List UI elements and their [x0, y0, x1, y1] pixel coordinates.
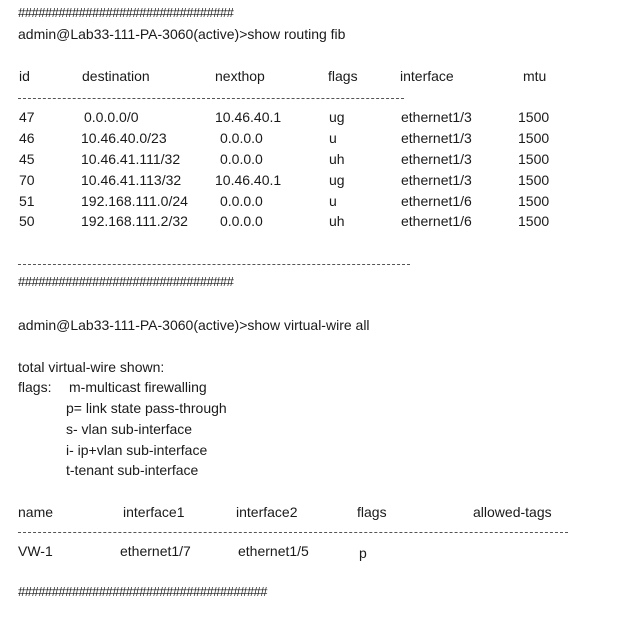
fib-cell-interface: ethernet1/6: [401, 193, 472, 209]
total-virtual-wire-text: total virtual-wire shown:: [18, 359, 165, 375]
fib-cell-destination: 10.46.41.113/32: [81, 172, 182, 188]
fib-cell-interface: ethernet1/3: [401, 151, 472, 167]
fib-cell-destination: 10.46.40.0/23: [81, 130, 167, 146]
fib-header-interface: interface: [400, 68, 454, 84]
fib-cell-interface: ethernet1/3: [401, 172, 472, 188]
fib-header-destination: destination: [82, 68, 150, 84]
fib-cell-id: 50: [19, 213, 35, 229]
fib-cell-flags: uh: [329, 151, 345, 167]
fib-cell-interface: ethernet1/3: [401, 130, 472, 146]
flag-legend-item: p= link state pass-through: [66, 400, 227, 416]
fib-cell-mtu: 1500: [518, 213, 550, 229]
flags-label: flags:: [18, 379, 52, 395]
vw-header-divider: [18, 532, 568, 533]
fib-cell-id: 46: [19, 130, 35, 146]
fib-header-flags: flags: [328, 68, 358, 84]
fib-cell-mtu: 1500: [518, 172, 550, 188]
vw-cell-interface1: ethernet1/7: [120, 543, 191, 559]
command-line-routing-fib: admin@Lab33-111-PA-3060(active)>show routing fib: [18, 26, 346, 42]
vw-header-name: name: [18, 504, 54, 520]
flag-legend-item: m-multicast firewalling: [69, 379, 207, 395]
fib-cell-interface: ethernet1/3: [401, 109, 472, 125]
flag-legend-item: s- vlan sub-interface: [66, 421, 193, 437]
fib-header-mtu: mtu: [523, 68, 547, 84]
fib-cell-flags: ug: [329, 172, 345, 188]
fib-cell-flags: uh: [329, 213, 345, 229]
separator-line: ################################: [18, 274, 234, 289]
fib-cell-mtu: 1500: [518, 193, 550, 209]
fib-cell-destination: 192.168.111.2/32: [81, 213, 188, 229]
fib-cell-nexthop: 10.46.40.1: [215, 172, 282, 188]
fib-cell-id: 51: [19, 193, 35, 209]
flag-legend-item: t-tenant sub-interface: [66, 462, 199, 478]
separator-line: #####################################: [18, 584, 268, 599]
fib-cell-mtu: 1500: [518, 109, 550, 125]
vw-header-interface1: interface1: [123, 504, 185, 520]
vw-header-interface2: interface2: [236, 504, 298, 520]
flag-legend-item: i- ip+vlan sub-interface: [66, 442, 208, 458]
fib-footer-divider: [18, 264, 410, 265]
fib-cell-id: 70: [19, 172, 35, 188]
vw-header-flags: flags: [357, 504, 387, 520]
fib-header-divider: [18, 98, 404, 99]
fib-cell-mtu: 1500: [518, 130, 550, 146]
fib-cell-nexthop: 10.46.40.1: [215, 109, 282, 125]
fib-cell-flags: u: [329, 130, 337, 146]
fib-cell-destination: 0.0.0.0/0: [84, 109, 139, 125]
fib-cell-destination: 10.46.41.111/32: [81, 151, 181, 167]
vw-cell-name: VW-1: [18, 543, 53, 559]
fib-header-nexthop: nexthop: [215, 68, 265, 84]
fib-cell-nexthop: 0.0.0.0: [220, 151, 263, 167]
vw-cell-flags: p: [359, 545, 367, 561]
fib-cell-nexthop: 0.0.0.0: [220, 193, 263, 209]
fib-cell-flags: ug: [329, 109, 345, 125]
fib-cell-mtu: 1500: [518, 151, 550, 167]
fib-cell-id: 47: [19, 109, 35, 125]
fib-header-id: id: [19, 68, 30, 84]
command-line-virtual-wire: admin@Lab33-111-PA-3060(active)>show virtual-wire all: [18, 317, 370, 333]
vw-cell-interface2: ethernet1/5: [238, 543, 309, 559]
fib-cell-interface: ethernet1/6: [401, 213, 472, 229]
fib-cell-destination: 192.168.111.0/24: [81, 193, 188, 209]
fib-cell-id: 45: [19, 151, 35, 167]
fib-cell-flags: u: [329, 193, 337, 209]
separator-line: ################################: [18, 5, 234, 20]
fib-cell-nexthop: 0.0.0.0: [220, 130, 263, 146]
vw-header-allowed-tags: allowed-tags: [473, 504, 552, 520]
fib-cell-nexthop: 0.0.0.0: [220, 213, 263, 229]
